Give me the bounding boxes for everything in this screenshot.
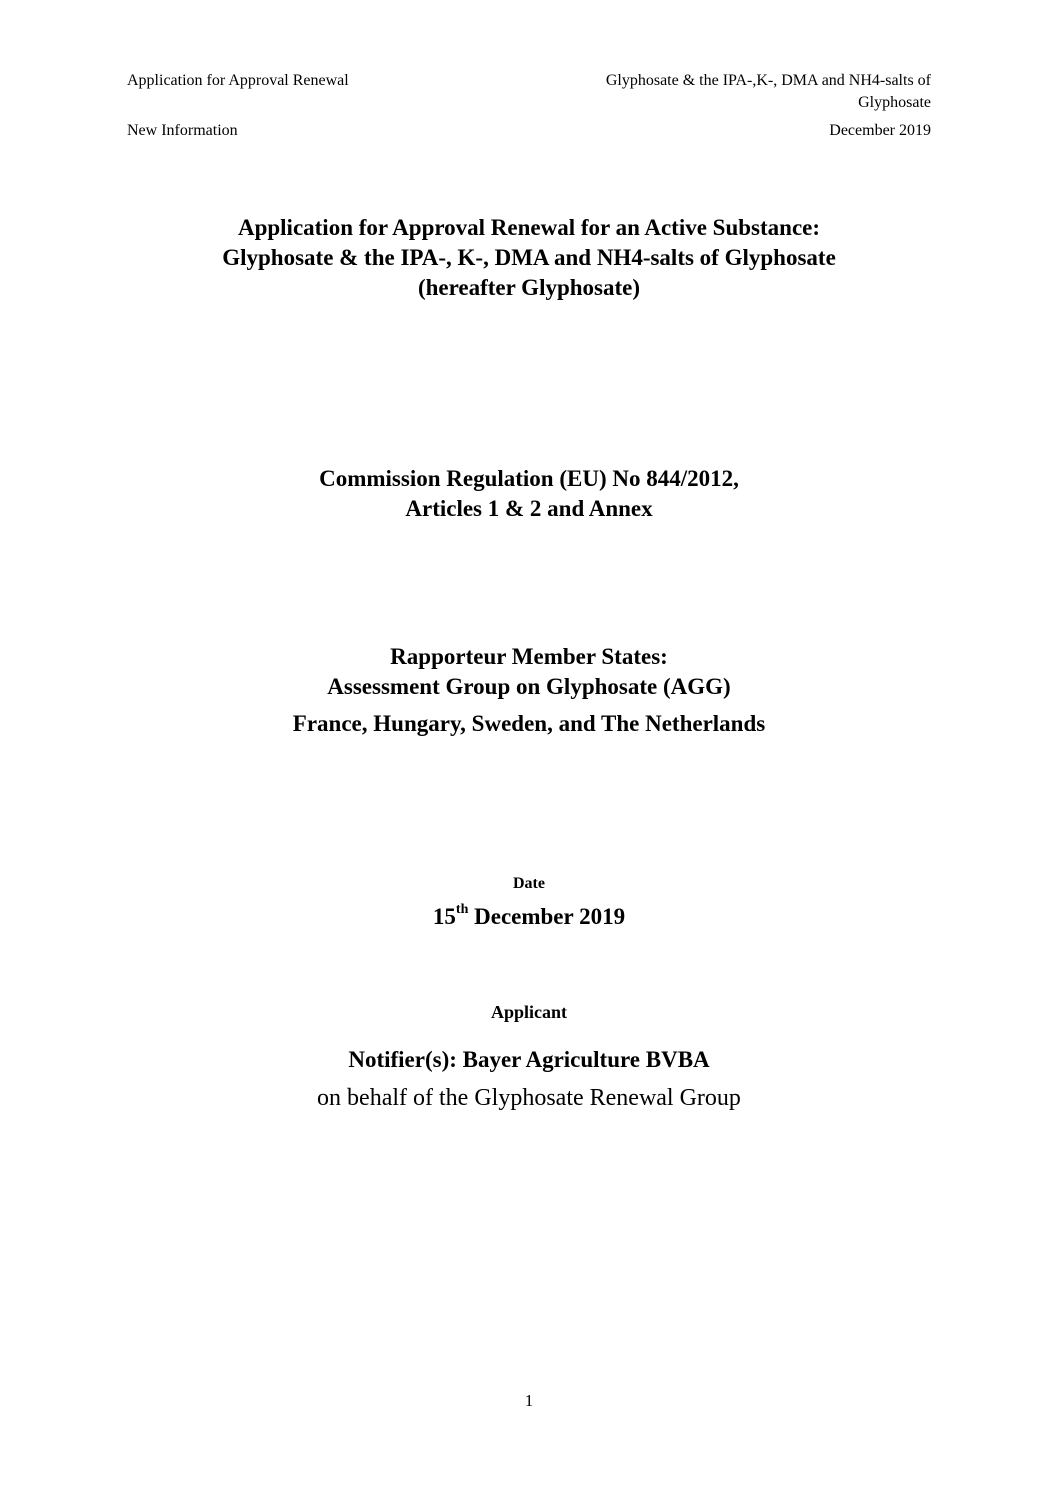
- regulation-line1: Commission Regulation (EU) No 844/2012,: [319, 466, 739, 491]
- date-rest: December 2019: [468, 904, 626, 929]
- page-number: 1: [524, 1391, 534, 1410]
- header-substance-line1: Glyphosate & the IPA-,K-, DMA and NH4-salts of: [605, 72, 931, 89]
- regulation-line2: Articles 1 & 2 and Annex: [405, 496, 653, 521]
- header-document-type: Application for Approval Renewal: [127, 72, 349, 89]
- header-substance: [531, 70, 931, 114]
- applicant-behalf: on behalf of the Glyphosate Renewal Group: [317, 1085, 741, 1111]
- regulation-reference: [0, 464, 1058, 524]
- date-day: 15: [432, 904, 456, 929]
- date-label: Date: [513, 875, 545, 892]
- title-line1: Application for Approval Renewal for an Active Substance:: [237, 215, 821, 240]
- applicant-notifier: Notifier(s): Bayer Agriculture BVBA: [348, 1047, 710, 1072]
- title-line2: Glyphosate & the IPA-, K-, DMA and NH4-salts of Glyphosate: [222, 245, 836, 270]
- rapporteur-line1: Rapporteur Member States:: [390, 644, 668, 669]
- rapporteur-countries: France, Hungary, Sweden, and The Netherlands: [292, 711, 766, 736]
- rapporteur-heading: [0, 642, 1058, 702]
- title-line3: (hereafter Glyphosate): [417, 275, 641, 300]
- document-title: [0, 213, 1058, 303]
- applicant-label: Applicant: [490, 1002, 568, 1022]
- header-section: New Information: [127, 122, 238, 139]
- date-ordinal: th: [455, 902, 469, 918]
- rapporteur-line2: Assessment Group on Glyphosate (AGG): [327, 674, 731, 699]
- header-substance-line2: Glyphosate: [858, 94, 931, 111]
- header-date: December 2019: [829, 122, 931, 139]
- date-value: [0, 902, 1058, 932]
